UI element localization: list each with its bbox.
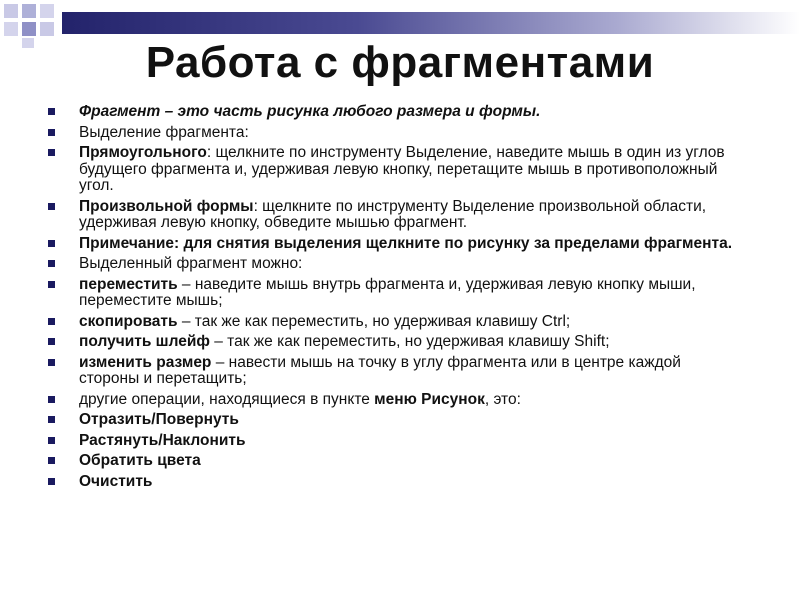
- square-bullet-icon: [48, 457, 55, 464]
- list-item: Выделение фрагмента:: [46, 125, 736, 142]
- square-bullet-icon: [48, 396, 55, 403]
- square-bullet-icon: [48, 416, 55, 423]
- square-bullet-icon: [48, 260, 55, 267]
- decor-square: [4, 22, 18, 36]
- square-bullet-icon: [48, 149, 55, 156]
- square-bullet-icon: [48, 437, 55, 444]
- decor-square: [22, 4, 36, 18]
- list-item: Растянуть/Наклонить: [46, 433, 736, 450]
- decor-square: [40, 4, 54, 18]
- square-bullet-icon: [48, 129, 55, 136]
- list-item: Примечание: для снятия выделения щелкните по рисунку за пределами фрагмента.: [46, 236, 736, 253]
- list-item: другие операции, находящиеся в пункте меню Рисунок, это:: [46, 392, 736, 409]
- decor-square: [4, 4, 18, 18]
- square-bullet-icon: [48, 359, 55, 366]
- bullet-list: [46, 104, 736, 494]
- list-item: Отразить/Повернуть: [46, 412, 736, 429]
- decor-square: [22, 22, 36, 36]
- header-gradient-bar: [62, 12, 800, 34]
- slide-title: Работа с фрагментами: [145, 38, 655, 87]
- square-bullet-icon: [48, 108, 55, 115]
- square-bullet-icon: [48, 281, 55, 288]
- square-bullet-icon: [48, 203, 55, 210]
- list-item: Прямоугольного: щелкните по инструменту Выделение, наведите мышь в один из углов будущего фрагмента и, удерживая левую кнопку, перетащите мышь в противоположный угол.: [46, 145, 736, 195]
- decor-square: [40, 22, 54, 36]
- square-bullet-icon: [48, 478, 55, 485]
- square-bullet-icon: [48, 240, 55, 247]
- square-bullet-icon: [48, 318, 55, 325]
- list-item: изменить размер – навести мышь на точку в углу фрагмента или в центре каждой стороны и перетащить;: [46, 355, 736, 388]
- square-bullet-icon: [48, 338, 55, 345]
- list-item: Выделенный фрагмент можно:: [46, 256, 736, 273]
- list-item: Очистить: [46, 474, 736, 491]
- list-item: скопировать – так же как переместить, но удерживая клавишу Ctrl;: [46, 314, 736, 331]
- list-item: Обратить цвета: [46, 453, 736, 470]
- list-item: Фрагмент – это часть рисунка любого размера и формы.: [46, 104, 736, 121]
- list-item: Произвольной формы: щелкните по инструменту Выделение произвольной области, удерживая левую кнопку, обведите мышью фрагмент.: [46, 199, 736, 232]
- list-item: переместить – наведите мышь внутрь фрагмента и, удерживая левую кнопку мыши, переместите мышь;: [46, 277, 736, 310]
- list-item: получить шлейф – так же как переместить, но удерживая клавишу Shift;: [46, 334, 736, 351]
